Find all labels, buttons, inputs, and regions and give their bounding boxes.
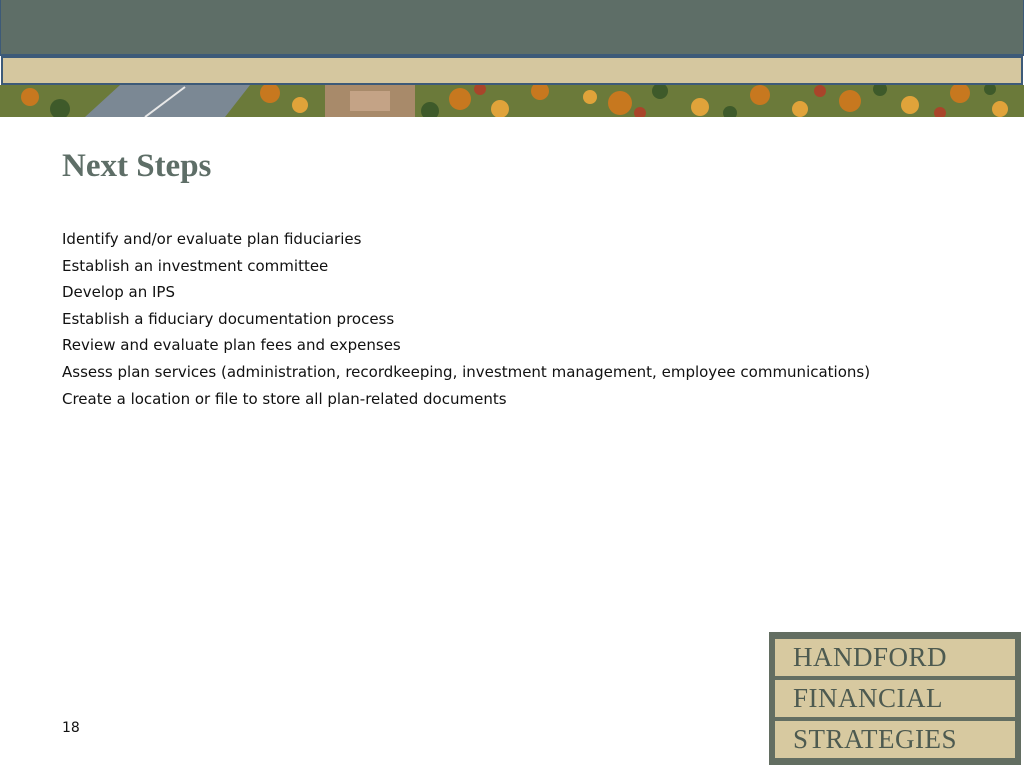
logo-line-1: HANDFORD <box>775 639 1015 676</box>
next-steps-list <box>62 226 870 412</box>
autumn-road-banner <box>0 85 1024 117</box>
list-item: Establish an investment committee <box>62 256 329 275</box>
accent-band <box>1 56 1023 85</box>
list-item: Create a location or file to store all plan-related documents <box>62 389 507 408</box>
logo-line-3: STRATEGIES <box>775 721 1015 758</box>
list-item: Review and evaluate plan fees and expenses <box>62 336 401 355</box>
company-logo <box>769 632 1021 765</box>
list-item: Develop an IPS <box>62 283 175 302</box>
header-band <box>0 0 1024 56</box>
slide-title: Next Steps <box>62 148 212 184</box>
list-item: Assess plan services (administration, recordkeeping, investment management, employee communications) <box>62 362 871 381</box>
page-number: 18 <box>62 720 80 736</box>
list-item: Identify and/or evaluate plan fiduciaries <box>62 230 362 248</box>
list-item: Establish a fiduciary documentation process <box>62 309 395 328</box>
logo-line-2: FINANCIAL <box>775 680 1015 717</box>
